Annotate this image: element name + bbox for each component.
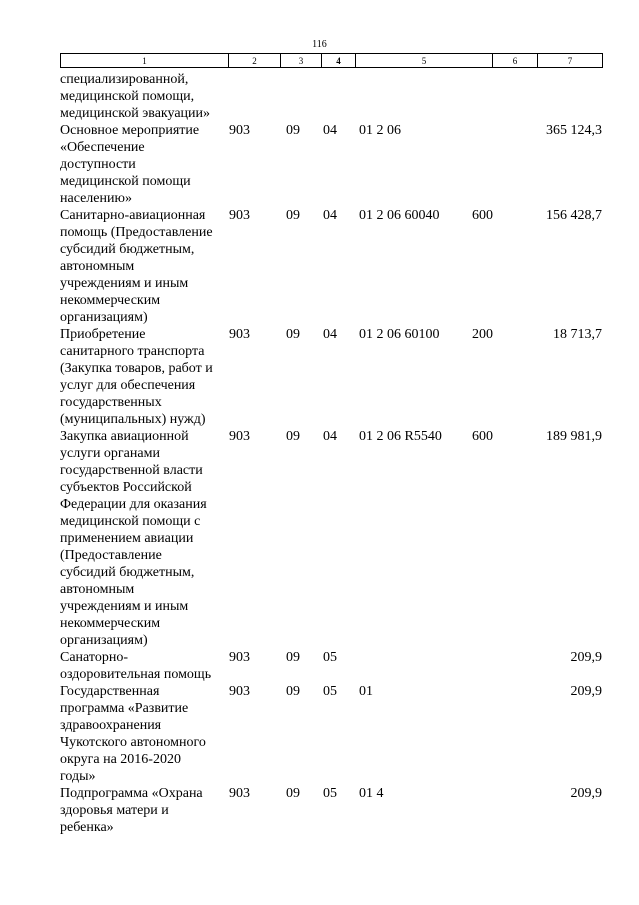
table-row xyxy=(60,326,602,428)
row-name-cell: Санаторно- оздоровительная помощь xyxy=(60,650,212,682)
section-code-cell: 09 xyxy=(286,786,300,801)
table-row xyxy=(60,683,602,785)
row-name-cell: Санитарно-авиационная помощь (Предоставление субсидий бюджетным, автономным учреждениям и иным некоммерческим организациям) xyxy=(60,208,213,325)
table-row xyxy=(60,122,602,207)
section-code-cell: 09 xyxy=(286,429,300,444)
amount-cell: 156 428,7 xyxy=(546,208,602,223)
table-row xyxy=(60,785,602,836)
subsection-code-cell: 04 xyxy=(323,429,337,444)
column-header-7: 7 xyxy=(538,54,603,68)
amount-cell: 209,9 xyxy=(570,684,602,699)
row-name-cell: Приобретение санитарного транспорта (Закупка товаров, работ и услуг для обеспечения государственных (муниципальных) нужд) xyxy=(60,327,213,427)
section-code-cell: 09 xyxy=(286,208,300,223)
department-code-cell: 903 xyxy=(229,429,250,444)
subsection-code-cell: 05 xyxy=(323,650,337,665)
amount-cell: 209,9 xyxy=(570,650,602,665)
section-code-cell: 09 xyxy=(286,650,300,665)
row-name-cell: специализированной, медицинской помощи, медицинской эвакуации» xyxy=(60,72,211,121)
column-header-4: 4 xyxy=(322,54,356,68)
amount-cell: 18 713,7 xyxy=(553,327,602,342)
expense-type-cell: 600 xyxy=(472,429,493,444)
table-row xyxy=(60,428,602,649)
department-code-cell: 903 xyxy=(229,327,250,342)
amount-cell: 365 124,3 xyxy=(546,123,602,138)
amount-cell: 209,9 xyxy=(570,786,602,801)
target-article-cell: 01 4 xyxy=(359,786,384,801)
section-code-cell: 09 xyxy=(286,123,300,138)
row-name-cell: Подпрограмма «Охрана здоровья матери и ребенка» xyxy=(60,786,203,835)
department-code-cell: 903 xyxy=(229,208,250,223)
department-code-cell: 903 xyxy=(229,650,250,665)
column-header-1: 1 xyxy=(61,54,229,68)
table-row xyxy=(60,71,602,122)
column-header-3: 3 xyxy=(281,54,322,68)
page-number: 116 xyxy=(312,39,327,50)
subsection-code-cell: 05 xyxy=(323,786,337,801)
column-header-row xyxy=(61,54,603,68)
expense-type-cell: 600 xyxy=(472,208,493,223)
budget-table-body xyxy=(60,71,602,836)
subsection-code-cell: 04 xyxy=(323,208,337,223)
department-code-cell: 903 xyxy=(229,123,250,138)
column-header-6: 6 xyxy=(493,54,538,68)
row-name-cell: Закупка авиационной услуги органами государственной власти субъектов Российской Федерации для оказания медицинской помощи с применением авиации (Предоставление субсидий бюджетным, автономным учреждениям и иным некоммерческим организациям) xyxy=(60,429,207,648)
row-name-cell: Основное мероприятие «Обеспечение доступности медицинской помощи населению» xyxy=(60,123,200,206)
subsection-code-cell: 04 xyxy=(323,327,337,342)
section-code-cell: 09 xyxy=(286,684,300,699)
target-article-cell: 01 2 06 R5540 xyxy=(359,429,442,444)
target-article-cell: 01 2 06 60100 xyxy=(359,327,440,342)
table-row xyxy=(60,649,602,683)
column-header-table xyxy=(60,53,603,68)
section-code-cell: 09 xyxy=(286,327,300,342)
column-header-5: 5 xyxy=(356,54,493,68)
target-article-cell: 01 2 06 60040 xyxy=(359,208,440,223)
column-header-2: 2 xyxy=(229,54,281,68)
department-code-cell: 903 xyxy=(229,684,250,699)
target-article-cell: 01 2 06 xyxy=(359,123,401,138)
table-row xyxy=(60,207,602,326)
row-name-cell: Государственная программа «Развитие здравоохранения Чукотского автономного округа на 2016-2020 годы» xyxy=(60,684,206,784)
subsection-code-cell: 04 xyxy=(323,123,337,138)
expense-type-cell: 200 xyxy=(472,327,493,342)
target-article-cell: 01 xyxy=(359,684,373,699)
subsection-code-cell: 05 xyxy=(323,684,337,699)
amount-cell: 189 981,9 xyxy=(546,429,602,444)
department-code-cell: 903 xyxy=(229,786,250,801)
